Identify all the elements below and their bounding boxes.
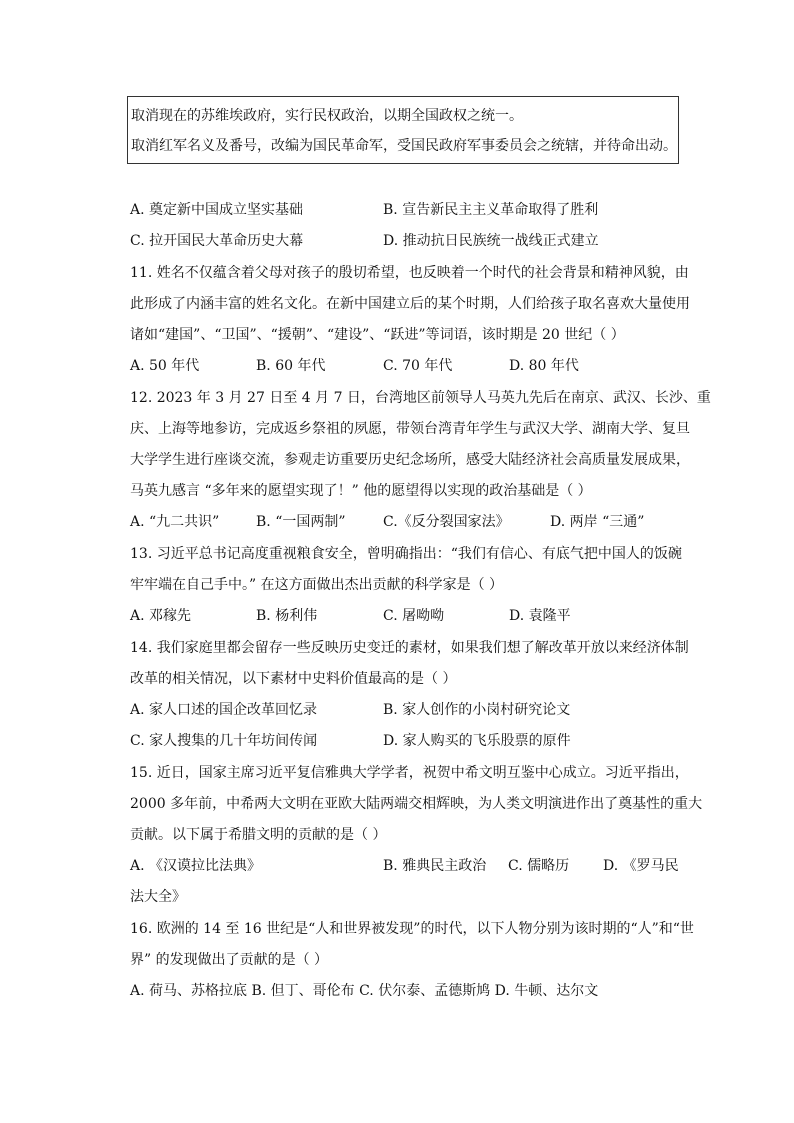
- q12-option-d[interactable]: D. 两岸 “三通”: [550, 514, 645, 530]
- q16-options-line[interactable]: A. 荷马、苏格拉底 B. 但丁、哥伦布 C. 伏尔泰、孟德斯鸠 D. 牛顿、达尔文: [130, 983, 599, 999]
- q11-stem-line-3: 诸如“建国”、“卫国”、“援朝”、“建设”、“跃进”等词语，该时期是 20 世纪（ ）: [130, 327, 625, 343]
- q10-option-a[interactable]: A. 奠定新中国成立坚实基础: [130, 202, 304, 218]
- q12-stem-line-4: 马英九感言 “多年来的愿望实现了！” 他的愿望得以实现的政治基础是（ ）: [130, 483, 592, 499]
- q15-stem-line-3: 贡献。以下属于希腊文明的贡献的是（ ）: [130, 827, 387, 843]
- q14-stem-line-2: 改革的相关情况，以下素材中史料价值最高的是（ ）: [130, 671, 457, 687]
- quote-line-2: 取消红军名义及番号，改编为国民革命军，受国民政府军事委员会之统辖，并待命出动。: [131, 138, 677, 154]
- quote-line-1: 取消现在的苏维埃政府，实行民权政治，以期全国政权之统一。: [131, 108, 523, 124]
- q13-option-d[interactable]: D. 袁隆平: [509, 608, 571, 624]
- q14-option-c[interactable]: C. 家人搜集的几十年坊间传闻: [130, 733, 318, 749]
- q12-stem-line-1: 12. 2023 年 3 月 27 日至 4 月 7 日，台湾地区前领导人马英九先后在南京、武汉、长沙、重: [130, 390, 711, 406]
- q16-stem-line-1: 16. 欧洲的 14 至 16 世纪是“人和世界被发现”的时代，以下人物分别为该时期的“人”和“世: [130, 921, 694, 937]
- q11-option-a[interactable]: A. 50 年代: [130, 358, 200, 374]
- q13-stem-line-1: 13. 习近平总书记高度重视粮食安全，曾明确指出：“我们有信心、有底气把中国人的饭碗: [130, 546, 682, 562]
- q12-option-a[interactable]: A. “九二共识”: [130, 514, 220, 530]
- q11-stem-line-1: 11. 姓名不仅蕴含着父母对孩子的殷切希望，也反映着一个时代的社会背景和精神风貌，由: [130, 265, 689, 281]
- q10-option-b[interactable]: B. 宣告新民主主义革命取得了胜利: [383, 202, 599, 218]
- q12-stem-line-2: 庆、上海等地参访，完成返乡祭祖的夙愿，带领台湾青年学生与武汉大学、湖南大学、复旦: [130, 421, 690, 437]
- q14-option-b[interactable]: B. 家人创作的小岗村研究论文: [383, 702, 571, 718]
- q15-option-d[interactable]: D. 《罗马民: [603, 858, 679, 874]
- q15-option-c[interactable]: C. 儒略历: [508, 858, 570, 874]
- q15-option-d-continuation: 法大全》: [130, 889, 186, 905]
- q14-option-a[interactable]: A. 家人口述的国企改革回忆录: [130, 702, 318, 718]
- q13-stem-line-2: 牢牢端在自己手中。” 在这方面做出杰出贡献的科学家是（ ）: [130, 577, 504, 593]
- q12-option-c[interactable]: C.《反分裂国家法》: [383, 514, 510, 530]
- q12-stem-line-3: 大学学生进行座谈交流，参观走访重要历史纪念场所，感受大陆经济社会高质量发展成果，: [130, 452, 690, 468]
- q13-option-a[interactable]: A. 邓稼先: [130, 608, 192, 624]
- q11-option-b[interactable]: B. 60 年代: [256, 358, 326, 374]
- q15-option-b[interactable]: B. 雅典民主政治: [383, 858, 487, 874]
- q14-option-d[interactable]: D. 家人购买的飞乐股票的原件: [383, 733, 571, 749]
- q12-option-b[interactable]: B. “一国两制”: [256, 514, 346, 530]
- q15-stem-line-2: 2000 多年前，中希两大文明在亚欧大陆两端交相辉映，为人类文明演进作出了奠基性的重大: [130, 796, 703, 812]
- q11-stem-line-2: 此形成了内涵丰富的姓名文化。在新中国建立后的某个时期，人们给孩子取名喜欢大量使用: [130, 296, 690, 312]
- q16-stem-line-2: 界” 的发现做出了贡献的是（ ）: [130, 952, 329, 968]
- q11-option-c[interactable]: C. 70 年代: [383, 358, 453, 374]
- q14-stem-line-1: 14. 我们家庭里都会留存一些反映历史变迁的素材，如果我们想了解改革开放以来经济体制: [130, 640, 689, 656]
- q11-option-d[interactable]: D. 80 年代: [509, 358, 579, 374]
- quote-box: [127, 96, 679, 164]
- q15-stem-line-1: 15. 近日，国家主席习近平复信雅典大学学者，祝贺中希文明互鉴中心成立。习近平指出，: [130, 765, 689, 781]
- q13-option-c[interactable]: C. 屠呦呦: [383, 608, 445, 624]
- q13-option-b[interactable]: B. 杨利伟: [256, 608, 318, 624]
- q15-option-a[interactable]: A. 《汉谟拉比法典》: [130, 858, 262, 874]
- q10-option-c[interactable]: C. 拉开国民大革命历史大幕: [130, 233, 304, 249]
- q10-option-d[interactable]: D. 推动抗日民族统一战线正式建立: [383, 233, 599, 249]
